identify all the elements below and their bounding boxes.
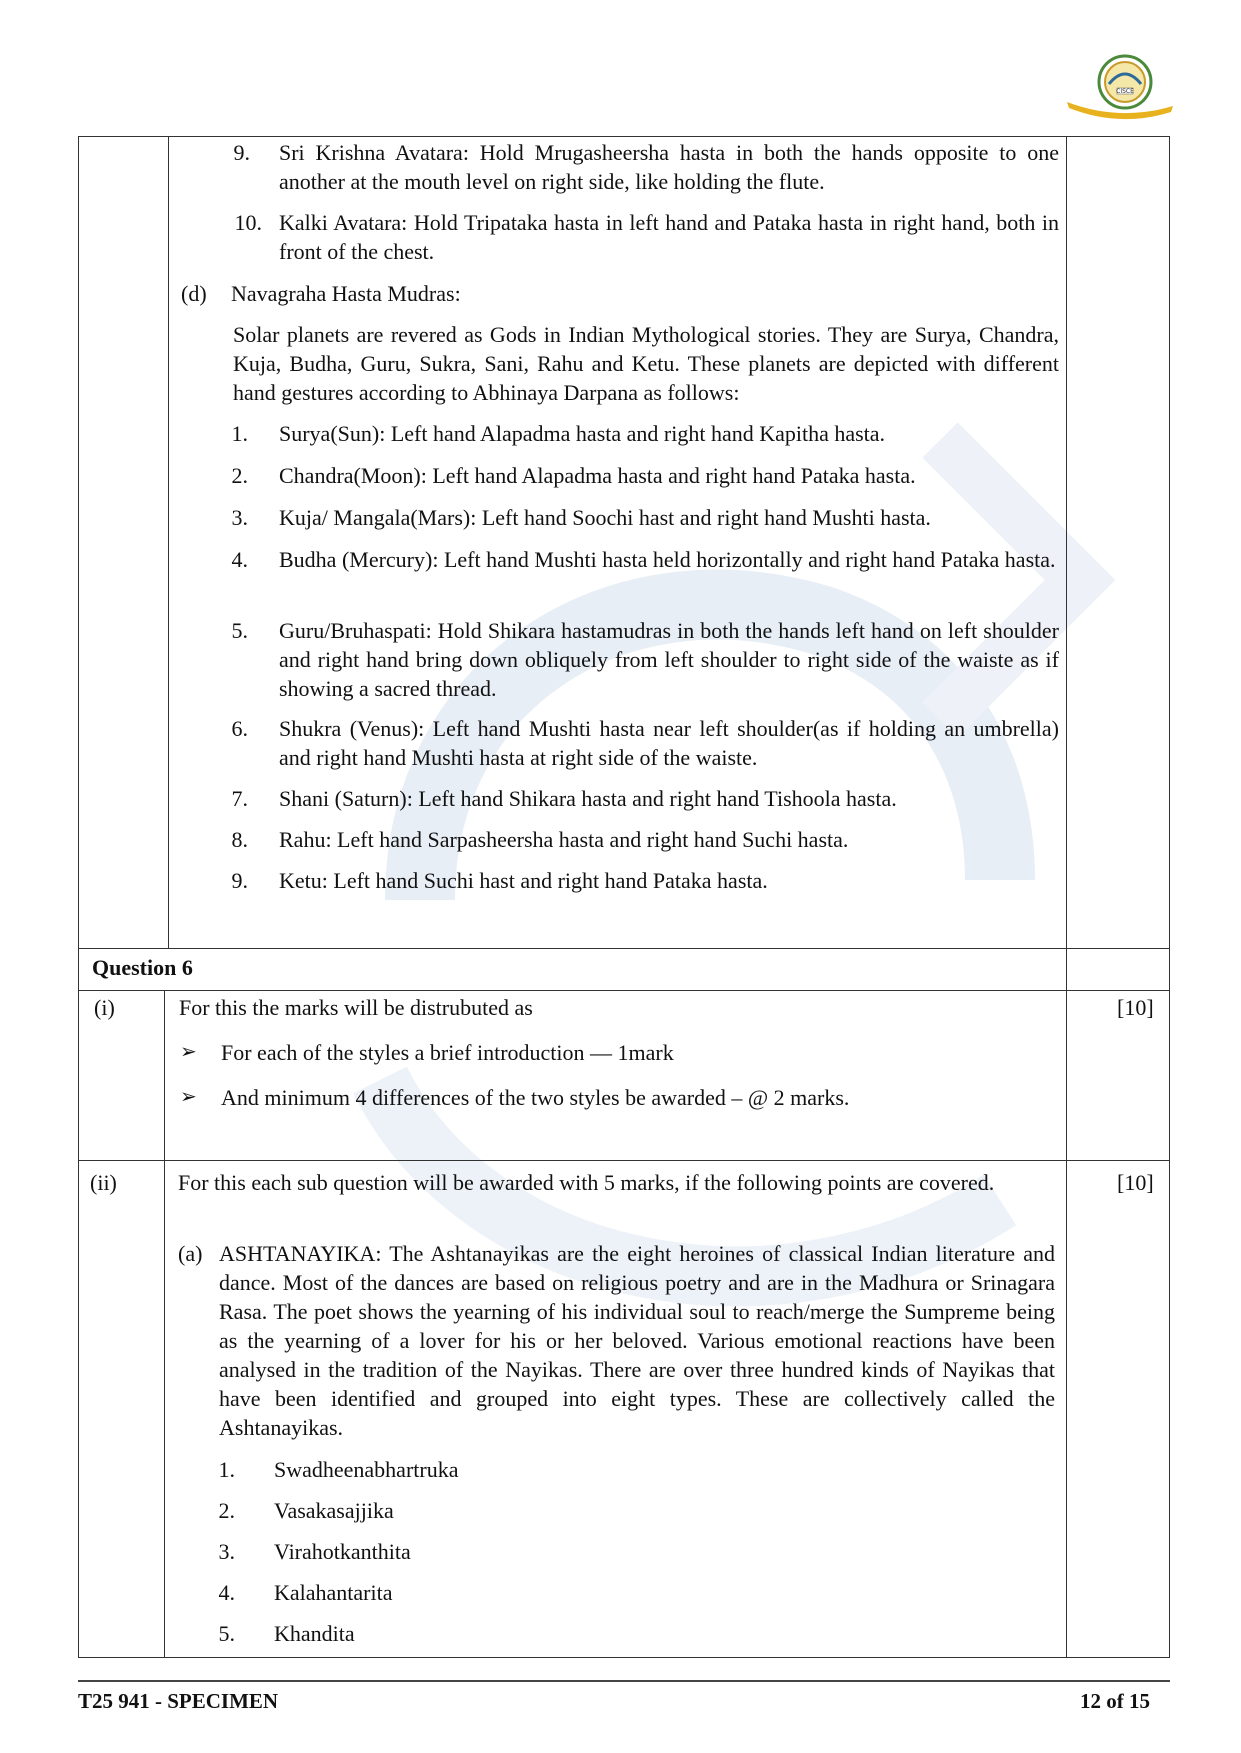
row-divider-part-ii — [78, 1160, 1170, 1161]
cisce-logo — [1065, 50, 1175, 130]
list-item: Ketu: Left hand Suchi hast and right hand Pataka hasta. — [279, 868, 768, 893]
part-label: (i) — [94, 995, 115, 1020]
list-item-number: 1. — [231, 421, 248, 446]
column-divider-marks — [1066, 136, 1067, 1658]
list-item-number: 5. — [218, 1621, 235, 1646]
part-label: (ii) — [90, 1170, 117, 1195]
list-item: Virahotkanthita — [274, 1539, 411, 1564]
list-item-number: 10. — [234, 210, 262, 235]
table-right-border — [1169, 136, 1170, 1658]
paper-code: T25 941 - SPECIMEN — [78, 1689, 279, 1713]
list-item: Rahu: Left hand Sarpasheersha hasta and right hand Suchi hasta. — [279, 827, 849, 852]
sub-part-text: ASHTANAYIKA: The Ashtanayikas are the eight heroines of classical Indian literature and dance. Most of the dances are based on religious poetry and are in the Madhura or Srinagara Rasa. The poet shows the yearning of his individual soul to reach/merge the Sumpreme being as the yearning of a lover for his or her beloved. Various emotional reactions have been analysed in the tradition of the Nayikas. There are over three hundred kinds of Nayikas that have been identified and grouped into eight types. These are collectively called the Ashtanayikas. — [219, 1241, 1055, 1440]
list-item-number: 9. — [233, 140, 250, 165]
list-item-number: 2. — [218, 1498, 235, 1523]
sub-part-label: (a) — [178, 1241, 203, 1266]
bullet-arrow-icon: ➢ — [180, 1086, 197, 1108]
table-bottom-border — [78, 1657, 1170, 1658]
list-item-number: 2. — [231, 463, 248, 488]
list-item: Budha (Mercury): Left hand Mushti hasta held horizontally and right hand Pataka hasta. — [279, 547, 1056, 572]
list-item: Shani (Saturn): Left hand Shikara hasta and right hand Tishoola hasta. — [279, 786, 897, 811]
list-item-number: 3. — [231, 505, 248, 530]
list-item-number: 5. — [231, 618, 248, 643]
list-item: Kuja/ Mangala(Mars): Left hand Soochi hast and right hand Mushti hasta. — [279, 505, 931, 530]
svg-text:CISCE: CISCE — [1116, 88, 1134, 95]
list-item-number: 3. — [218, 1539, 235, 1564]
section-label: (d) — [181, 281, 207, 306]
list-item-number: 8. — [231, 827, 248, 852]
marks-label: [10] — [1117, 1170, 1154, 1195]
list-item: Shukra (Venus): Left hand Mushti hasta near left shoulder(as if holding an umbrella) and right hand Mushti hasta at right side of the waiste. — [279, 716, 1059, 770]
bullet-item: For each of the styles a brief introduction — 1mark — [221, 1040, 674, 1065]
table-top-border — [78, 136, 1170, 137]
marks-label: [10] — [1117, 995, 1154, 1020]
list-item: Kalahantarita — [274, 1580, 393, 1605]
list-item-number: 1. — [218, 1457, 235, 1482]
column-divider-left-top — [168, 136, 169, 948]
section-intro: Solar planets are revered as Gods in Indian Mythological stories. They are Surya, Chandra, Kuja, Budha, Guru, Sukra, Sani, Rahu and Ketu. These planets are depicted with different hand gestures according to Abhinaya Darpana as follows: — [233, 322, 1059, 405]
list-item: Swadheenabhartruka — [274, 1457, 459, 1482]
list-item: Vasakasajjika — [274, 1498, 394, 1523]
page-number: 12 of 15 — [1080, 1689, 1150, 1713]
part-text: For this each sub question will be awarded with 5 marks, if the following points are covered. — [178, 1170, 995, 1195]
list-item-number: 4. — [231, 547, 248, 572]
list-item: Guru/Bruhaspati: Hold Shikara hastamudras in both the hands left hand on left shoulder and right hand bring down obliquely from left shoulder to right side of the waiste as if showing a sacred thread. — [279, 618, 1059, 701]
list-item: Kalki Avatara: Hold Tripataka hasta in left hand and Pataka hasta in right hand, both in front of the chest. — [279, 210, 1059, 264]
list-item-number: 7. — [231, 786, 248, 811]
question-heading: Question 6 — [92, 955, 193, 980]
part-text: For this the marks will be distrubuted as — [179, 995, 533, 1020]
list-item: Sri Krishna Avatara: Hold Mrugasheersha hasta in both the hands opposite to one another at the mouth level on right side, like holding the flute. — [279, 140, 1059, 194]
list-item: Chandra(Moon): Left hand Alapadma hasta and right hand Pataka hasta. — [279, 463, 916, 488]
list-item: Khandita — [274, 1621, 355, 1646]
row-divider-question6-bottom — [78, 990, 1170, 991]
list-item-number: 6. — [231, 716, 248, 741]
list-item: Surya(Sun): Left hand Alapadma hasta and right hand Kapitha hasta. — [279, 421, 886, 446]
section-heading: Navagraha Hasta Mudras: — [231, 281, 461, 306]
bullet-arrow-icon: ➢ — [180, 1041, 197, 1063]
list-item-number: 9. — [231, 868, 248, 893]
list-item-number: 4. — [218, 1580, 235, 1605]
footer-rule — [78, 1680, 1170, 1682]
column-divider-left-bottom — [164, 990, 165, 1658]
bullet-item: And minimum 4 differences of the two styles be awarded – @ 2 marks. — [221, 1085, 850, 1110]
table-left-border — [78, 136, 79, 1658]
row-divider-question6-top — [78, 948, 1170, 949]
